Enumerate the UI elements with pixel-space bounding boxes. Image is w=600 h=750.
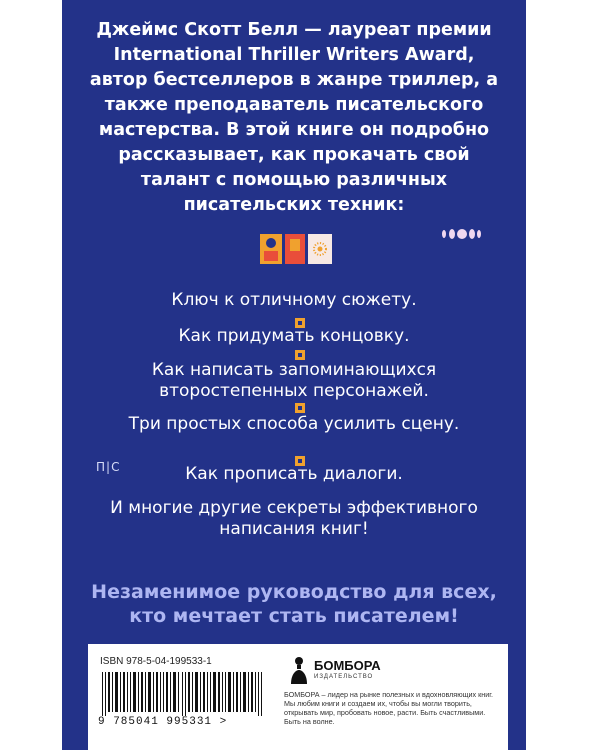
publisher-subtitle: ИЗДАТЕЛЬСТВО — [314, 674, 374, 680]
feature-item: Как прописать диалоги. — [185, 464, 403, 484]
intro-text: Джеймс Скотт Белл — лауреат премии International Thriller Writers Award, автор бестселлеров в жанре триллер, а также преподаватель писательского мастерства. В этой книге он подробно рассказывает, как прокачать свой талант с помощью различных писательских техник: — [89, 20, 499, 215]
barcode-panel — [88, 644, 508, 750]
back-cover — [62, 0, 526, 750]
side-mark: П|С — [96, 460, 121, 474]
feature-item: Три простых способа усилить сцену. — [128, 414, 460, 434]
bullet-marker — [295, 350, 305, 360]
emblem-icon — [260, 234, 334, 266]
bullet-marker — [295, 403, 305, 413]
publisher-description: БОМБОРА – лидер на рынке полезных и вдохновляющих книг. Мы любим книги и создаем их, чтобы вы могли творить, открывать мир, пробовать новое, расти. Быть счастливыми. Быть на волне. — [284, 690, 493, 726]
feature-item: Ключ к отличному сюжету. — [171, 290, 417, 310]
publisher-logo-icon — [288, 656, 310, 686]
tagline: Незаменимое руководство для всех, кто мечтает стать писателем! — [91, 581, 497, 627]
decorative-dots-icon — [438, 227, 482, 241]
barcode-icon — [100, 672, 270, 716]
isbn-label: ISBN 978-5-04-199533-1 — [100, 656, 212, 667]
feature-item: Как придумать концовку. — [178, 326, 410, 346]
publisher-name: БОМБОРА — [314, 658, 381, 673]
barcode-digits: 9 785041 995331 > — [98, 716, 228, 728]
closing-text: И многие другие секреты эффективного написания книг! — [110, 498, 478, 539]
feature-item: Как написать запоминающихся второстепенных персонажей. — [151, 360, 437, 401]
